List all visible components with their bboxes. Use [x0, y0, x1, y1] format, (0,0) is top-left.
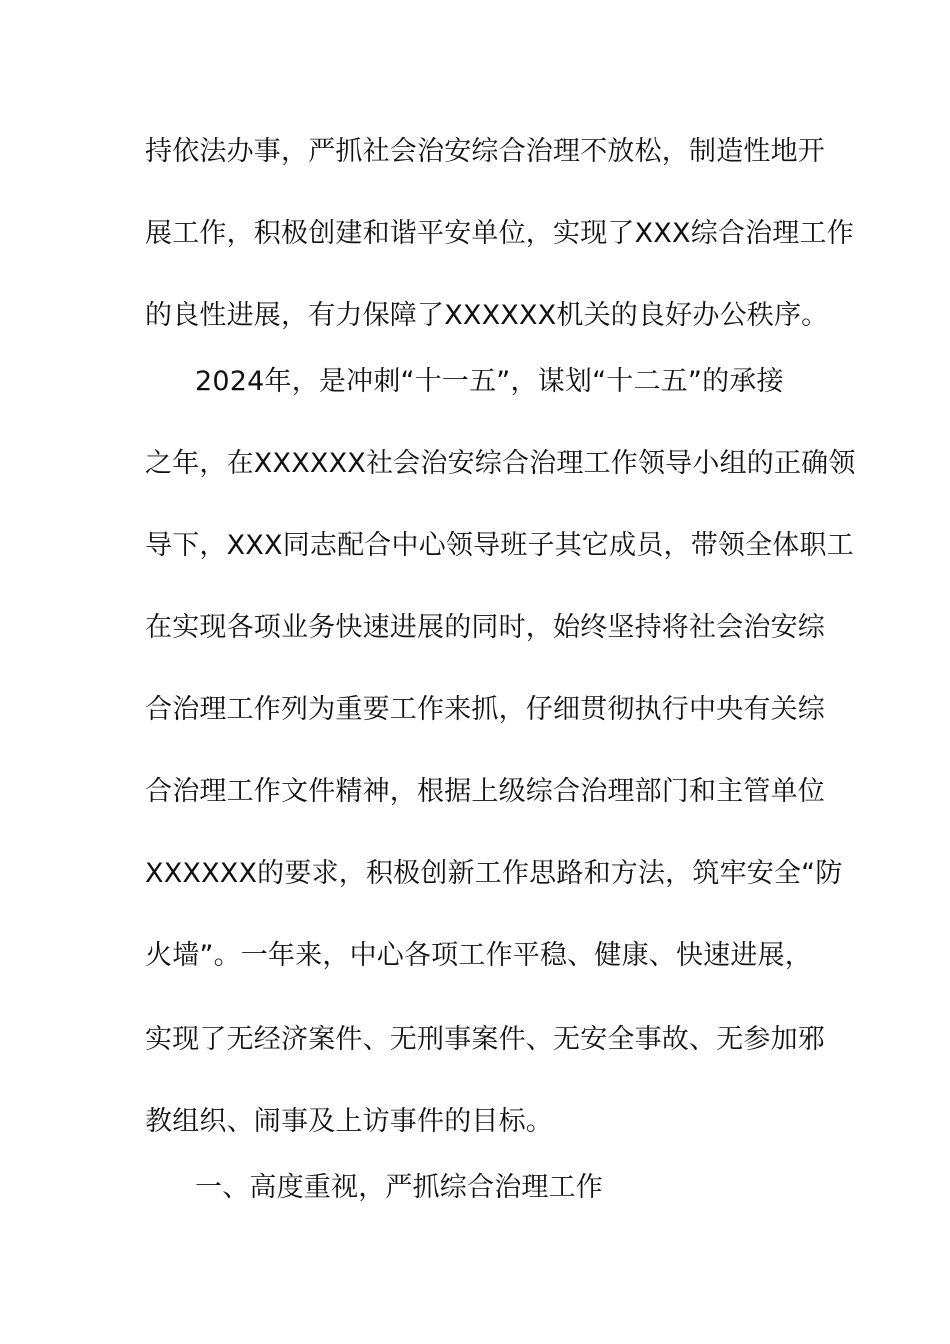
paragraph-line: XXXXXX的要求，积极创新工作思路和方法，筑牢安全“防 — [145, 858, 843, 889]
paragraph-line: 展工作，积极创建和谐平安单位，实现了XXX综合治理工作 — [145, 218, 854, 249]
paragraph-line: 2024年，是冲刺“十一五”，谋划“十二五”的承接 — [195, 366, 784, 397]
paragraph-line: 导下，XXX同志配合中心领导班子其它成员，带领全体职工 — [145, 530, 854, 561]
paragraph-line: 教组织、闹事及上访事件的目标。 — [145, 1106, 553, 1137]
paragraph-line: 合治理工作文件精神，根据上级综合治理部门和主管单位 — [145, 776, 825, 807]
section-heading: 一、高度重视，严抓综合治理工作 — [195, 1172, 603, 1203]
paragraph-line: 合治理工作列为重要工作来抓，仔细贯彻执行中央有关综 — [145, 694, 825, 725]
paragraph-line: 的良性进展，有力保障了XXXXXX机关的良好办公秩序。 — [145, 300, 829, 331]
paragraph-line: 在实现各项业务快速进展的同时，始终坚持将社会治安综 — [145, 612, 825, 643]
paragraph-line: 火墙”。一年来，中心各项工作平稳、健康、快速进展， — [145, 940, 812, 971]
paragraph-line: 实现了无经济案件、无刑事案件、无安全事故、无参加邪 — [145, 1024, 825, 1055]
paragraph-line: 持依法办事，严抓社会治安综合治理不放松，制造性地开 — [145, 136, 825, 167]
paragraph-line: 之年，在XXXXXX社会治安综合治理工作领导小组的正确领 — [145, 448, 856, 479]
